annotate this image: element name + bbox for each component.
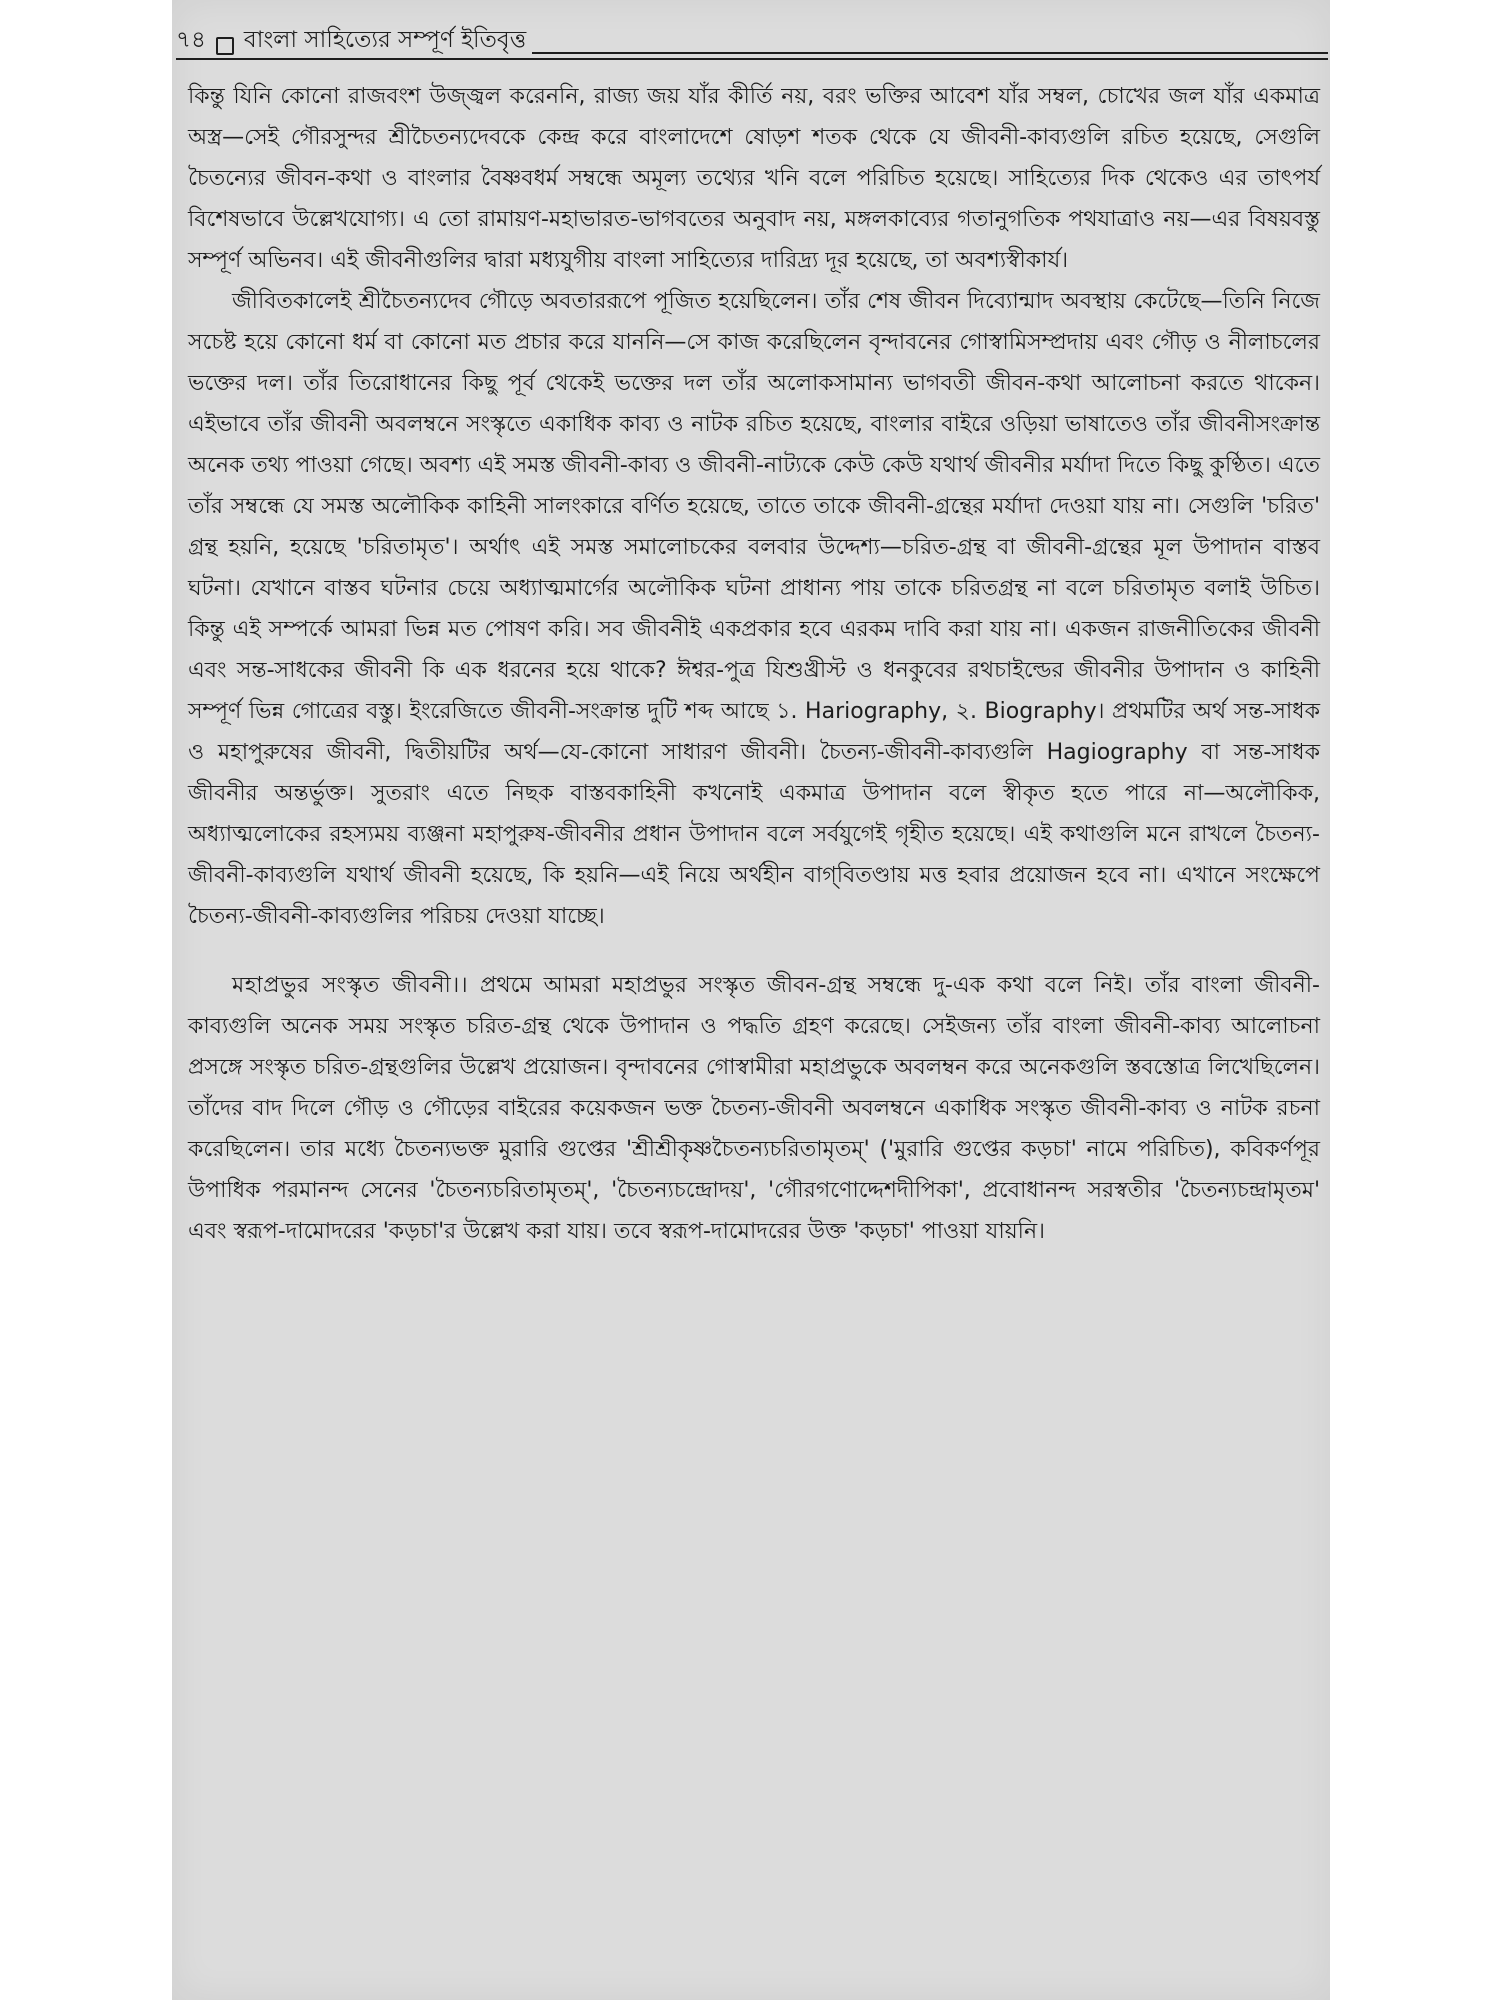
book-title: বাংলা সাহিত্যের সম্পূর্ণ ইতিবৃত্ত: [243, 27, 527, 53]
square-bullet-icon: [216, 37, 234, 55]
paragraph-3: [188, 965, 1320, 1252]
paragraph-2: জীবিতকালেই শ্রীচৈতন্যদেব গৌড়ে অবতাররূপে পূজিত হয়েছিলেন। তাঁর শেষ জীবন দিব্যোন্মাদ অবস্থায় কেটেছে—তিনি নিজে সচেষ্ট হয়ে কোনো ধর্ম বা কোনো মত প্রচার করে যাননি—সে কাজ করেছিলেন বৃন্দাবনের গোস্বামিসম্প্রদায় এবং গৌড় ও নীলাচলের ভক্তের দল। তাঁর তিরোধানের কিছু পূর্ব থেকেই ভক্তের দল তাঁর অলোকসামান্য ভাগবতী জীবন-কথা আলোচনা করতে থাকেন। এইভাবে তাঁর জীবনী অবলম্বনে সংস্কৃতে একাধিক কাব্য ও নাটক রচিত হয়েছে, বাংলার বাইরে ওড়িয়া ভাষাতেও তাঁর জীবনীসংক্রান্ত অনেক তথ্য পাওয়া গেছে। অবশ্য এই সমস্ত জীবনী-কাব্য ও জীবনী-নাট্যকে কেউ কেউ যথার্থ জীবনীর মর্যাদা দিতে কিছু কুণ্ঠিত। এতে তাঁর সম্বন্ধে যে সমস্ত অলৌকিক কাহিনী সালংকারে বর্ণিত হয়েছে, তাতে তাকে জীবনী-গ্রন্থের মর্যাদা দেওয়া যায় না। সেগুলি 'চরিত' গ্রন্থ হয়নি, হয়েছে 'চরিতামৃত'। অর্থাৎ এই সমস্ত সমালোচকের বলবার উদ্দেশ্য—চরিত-গ্রন্থ বা জীবনী-গ্রন্থের মূল উপাদান বাস্তব ঘটনা। যেখানে বাস্তব ঘটনার চেয়ে অধ্যাত্মমার্গের অলৌকিক ঘটনা প্রাধান্য পায় তাকে চরিতগ্রন্থ না বলে চরিতামৃত বলাই উচিত। কিন্তু এই সম্পর্কে আমরা ভিন্ন মত পোষণ করি। সব জীবনীই একপ্রকার হবে এরকম দাবি করা যায় না। একজন রাজনীতিকের জীবনী এবং সন্ত-সাধকের জীবনী কি এক ধরনের হয়ে থাকে? ঈশ্বর-পুত্র যিশুখ্রীস্ট ও ধনকুবের রথচাইল্ডের জীবনীর উপাদান ও কাহিনী সম্পূর্ণ ভিন্ন গোত্রের বস্তু। ইংরেজিতে জীবনী-সংক্রান্ত দুটি শব্দ আছে ১. Hariography, ২. Biography। প্রথমটির অর্থ সন্ত-সাধক ও মহাপুরুষের জীবনী, দ্বিতীয়টির অর্থ—যে-কোনো সাধারণ জীবনী। চৈতন্য-জীবনী-কাব্যগুলি Hagiography বা সন্ত-সাধক জীবনীর অন্তর্ভুক্ত। সুতরাং এতে নিছক বাস্তবকাহিনী কখনোই একমাত্র উপাদান বলে স্বীকৃত হতে পারে না—অলৌকিক, অধ্যাত্মলোকের রহস্যময় ব্যঞ্জনা মহাপুরুষ-জীবনীর প্রধান উপাদান বলে সর্বযুগেই গৃহীত হয়েছে। এই কথাগুলি মনে রাখলে চৈতন্য-জীবনী-কাব্যগুলি যথার্থ জীবনী হয়েছে, কি হয়নি—এই নিয়ে অর্থহীন বাগ্‌বিতণ্ডায় মত্ত হবার প্রয়োজন হবে না। এখানে সংক্ষেপে চৈতন্য-জীবনী-কাব্যগুলির পরিচয় দেওয়া যাচ্ছে।: [188, 289, 1320, 929]
paragraph-3-text: প্রথমে আমরা মহাপ্রভুর সংস্কৃত জীবন-গ্রন্থ সম্বন্ধে দু-এক কথা বলে নিই। তাঁর বাংলা জীবনী-কাব্যগুলি অনেক সময় সংস্কৃত চরিত-গ্রন্থ থেকে উপাদান ও পদ্ধতি গ্রহণ করেছে। সেইজন্য তাঁর বাংলা জীবনী-কাব্য আলোচনা প্রসঙ্গে সংস্কৃত চরিত-গ্রন্থগুলির উল্লেখ প্রয়োজন। বৃন্দাবনের গোস্বামীরা মহাপ্রভুকে অবলম্বন করে অনেকগুলি স্তবস্তোত্র লিখেছিলেন। তাঁদের বাদ দিলে গৌড় ও গৌড়ের বাইরের কয়েকজন ভক্ত চৈতন্য-জীবনী অবলম্বনে একাধিক সংস্কৃত জীবনী-কাব্য ও নাটক রচনা করেছিলেন। তার মধ্যে চৈতন্যভক্ত মুরারি গুপ্তের 'শ্রীশ্রীকৃষ্ণচৈতন্যচরিতামৃতম্' ('মুরারি গুপ্তের কড়চা' নামে পরিচিত), কবিকর্ণপূর উপাধিক পরমানন্দ সেনের 'চৈতন্যচরিতামৃতম্', 'চৈতন্যচন্দ্রোদয়', 'গৌরগণোদ্দেশদীপিকা', প্রবোধানন্দ সরস্বতীর 'চৈতন্যচন্দ্রামৃতম' এবং স্বরূপ-দামোদরের 'কড়চা'র উল্লেখ করা যায়। তবে স্বরূপ-দামোদরের উক্ত 'কড়চা' পাওয়া যায়নি।: [188, 973, 1320, 1244]
page-body: [188, 76, 1320, 1252]
paragraph-1: কিন্তু যিনি কোনো রাজবংশ উজ্জ্বল করেননি, রাজ্য জয় যাঁর কীর্তি নয়, বরং ভক্তির আবেশ যাঁর সম্বল, চোখের জল যাঁর একমাত্র অস্ত্র—সেই গৌরসুন্দর শ্রীচৈতন্যদেবকে কেন্দ্র করে বাংলাদেশে ষোড়শ শতক থেকে যে জীবনী-কাব্যগুলি রচিত হয়েছে, সেগুলি চৈতন্যের জীবন-কথা ও বাংলার বৈষ্ণবধর্ম সম্বন্ধে অমূল্য তথ্যের খনি বলে পরিচিত হয়েছে। সাহিত্যের দিক থেকেও এর তাৎপর্য বিশেষভাবে উল্লেখযোগ্য। এ তো রামায়ণ-মহাভারত-ভাগবতের অনুবাদ নয়, মঙ্গলকাব্যের গতানুগতিক পথযাত্রাও নয়—এর বিষয়বস্তু সম্পূর্ণ অভিনব। এই জীবনীগুলির দ্বারা মধ্যযুগীয় বাংলা সাহিত্যের দারিদ্র্য দূর হয়েছে, তা অবশ্যস্বীকার্য।: [188, 84, 1320, 273]
running-header: [176, 14, 1328, 60]
header-underline: [176, 58, 1328, 60]
page-number: ৭৪: [176, 27, 206, 53]
section-title: মহাপ্রভুর সংস্কৃত জীবনী।।: [232, 973, 469, 998]
header-rule: [532, 52, 1328, 54]
